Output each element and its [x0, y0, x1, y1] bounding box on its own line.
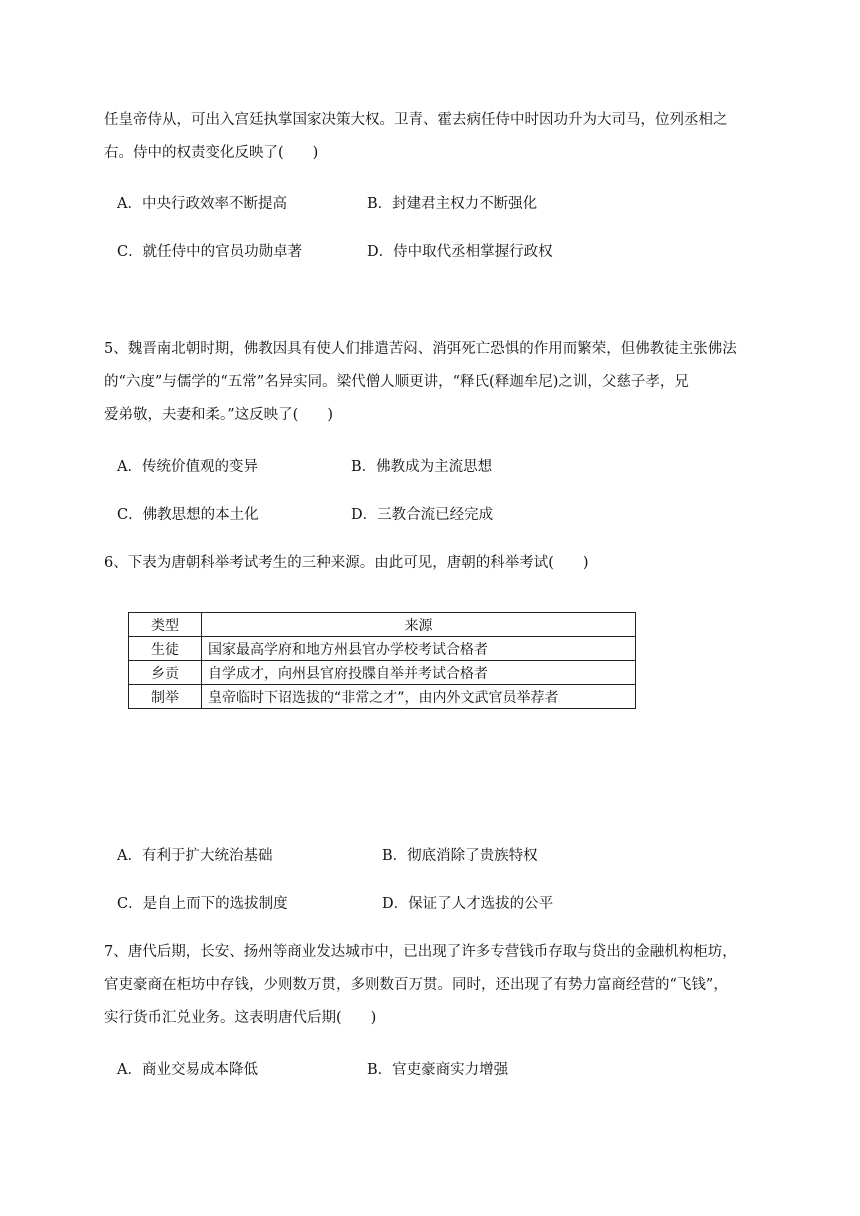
table-cell-type: 乡贡 [129, 661, 202, 685]
q7-stem-line-2: 官吏豪商在柜坊中存钱，少则数万贯，多则数百万贯。同时，还出现了有势力富商经营的“飞钱”， [104, 977, 728, 993]
q4-option-a: A．中央行政效率不断提高 [117, 196, 287, 212]
q7-option-b: B．官吏豪商实力增强 [367, 1062, 509, 1078]
table-cell-source: 皇帝临时下诏选拔的“非常之才”，由内外文武官员举荐者 [202, 685, 636, 709]
table-header-source: 来源 [202, 613, 636, 637]
table-row [129, 685, 636, 709]
q5-stem-line-2: 的“六度”与儒学的“五常”名异实同。梁代僧人顺更讲，“释氏(释迦牟尼)之训，父慈子孝，兄 [104, 374, 689, 390]
q5-stem-line-1: 5、魏晋南北朝时期，佛教因具有使人们排遣苦闷、消弭死亡恐惧的作用而繁荣，但佛教徒主张佛法 [104, 341, 737, 357]
q4-option-c: C．就任侍中的官员功勋卓著 [117, 244, 303, 260]
table-cell-source: 国家最高学府和地方州县官办学校考试合格者 [202, 637, 636, 661]
table-row [129, 637, 636, 661]
q5-stem-line-3: 爱弟敬，夫妻和柔。”这反映了( ) [104, 407, 333, 423]
q5-option-d: D．三教合流已经完成 [351, 507, 494, 523]
q5-option-a: A．传统价值观的变异 [117, 459, 258, 475]
q4-stem-line-2: 右。侍中的权责变化反映了( ) [104, 145, 319, 161]
q6-option-d: D．保证了人才选拔的公平 [382, 896, 554, 912]
source-table [128, 612, 636, 709]
q4-option-b: B．封建君主权力不断强化 [367, 196, 538, 212]
q6-option-b: B．彻底消除了贵族特权 [382, 848, 538, 864]
q4-option-d: D．侍中取代丞相掌握行政权 [367, 244, 553, 260]
q5-option-c: C．佛教思想的本土化 [117, 507, 259, 523]
table-cell-source: 自学成才，向州县官府投牒自举并考试合格者 [202, 661, 636, 685]
table-header-row [129, 613, 636, 637]
q6-option-a: A．有利于扩大统治基础 [117, 848, 273, 864]
q7-option-a: A．商业交易成本降低 [117, 1062, 258, 1078]
q6-option-c: C．是自上而下的选拔制度 [117, 896, 288, 912]
table-cell-type: 制举 [129, 685, 202, 709]
q6-stem: 6、下表为唐朝科举考试考生的三种来源。由此可见，唐朝的科举考试( ) [104, 555, 589, 571]
q5-option-b: B．佛教成为主流思想 [351, 459, 493, 475]
table-header-type: 类型 [129, 613, 202, 637]
q7-stem-line-3: 实行货币汇兑业务。这表明唐代后期( ) [104, 1010, 377, 1026]
table-row [129, 661, 636, 685]
q7-stem-line-1: 7、唐代后期，长安、扬州等商业发达城市中，已出现了许多专营钱币存取与贷出的金融机构柜坊， [104, 944, 737, 960]
table-cell-type: 生徒 [129, 637, 202, 661]
q4-stem-line-1: 任皇帝侍从，可出入宫廷执掌国家决策大权。卫青、霍去病任侍中时因功升为大司马，位列丞相之 [104, 112, 728, 128]
